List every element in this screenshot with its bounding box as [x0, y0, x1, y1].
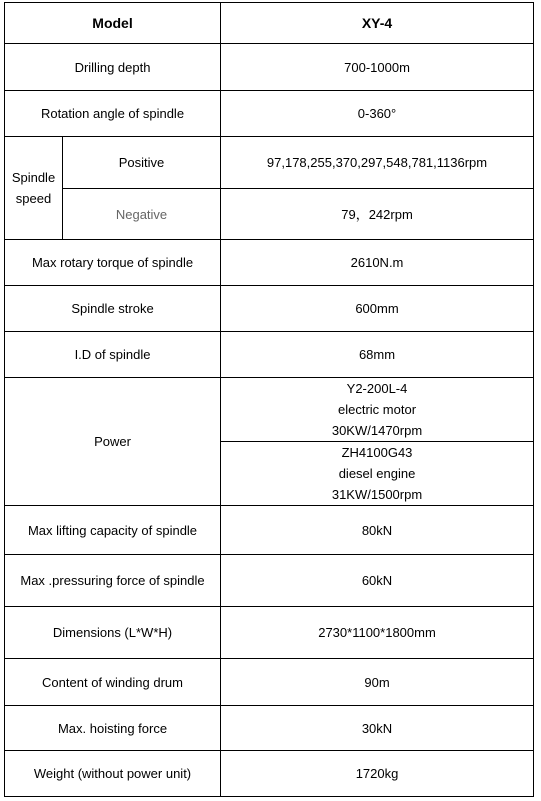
table-row: [5, 189, 534, 240]
table-row: [5, 706, 534, 751]
hoisting-force-value: 30kN: [221, 706, 534, 751]
power-electric-line2: electric motor: [338, 402, 417, 417]
table-row: [5, 659, 534, 706]
power-diesel-line1: ZH4100G43: [341, 445, 413, 460]
header-row: [5, 3, 534, 44]
weight-label: Weight (without power unit): [5, 751, 221, 797]
id-of-spindle-label: I.D of spindle: [5, 332, 221, 378]
positive-speed-value: 97,178,255,370,297,548,781,1136rpm: [221, 137, 534, 189]
weight-value: 1720kg: [221, 751, 534, 797]
power-electric-line3: 30KW/1470rpm: [331, 423, 423, 438]
max-lifting-capacity-label: Max lifting capacity of spindle: [5, 506, 221, 555]
id-of-spindle-value: 68mm: [221, 332, 534, 378]
spindle-stroke-label: Spindle stroke: [5, 286, 221, 332]
power-label: Power: [5, 378, 221, 506]
rotation-angle-label: Rotation angle of spindle: [5, 91, 221, 137]
header-model-label: Model: [5, 3, 221, 44]
power-diesel-value: [221, 442, 534, 506]
drilling-depth-label: Drilling depth: [5, 44, 221, 91]
table-row: [5, 751, 534, 797]
max-pressuring-force-label: Max .pressuring force of spindle: [5, 555, 221, 607]
header-model-value: XY-4: [221, 3, 534, 44]
dimensions-value: 2730*1100*1800mm: [221, 607, 534, 659]
table-row: [5, 378, 534, 442]
table-row: [5, 44, 534, 91]
winding-drum-label: Content of winding drum: [5, 659, 221, 706]
drilling-depth-value: 700-1000m: [221, 44, 534, 91]
spindle-stroke-value: 600mm: [221, 286, 534, 332]
spindle-speed-label-line2: speed: [15, 191, 52, 206]
max-lifting-capacity-value: 80kN: [221, 506, 534, 555]
table-row: [5, 555, 534, 607]
negative-speed-label: Negative: [63, 189, 221, 240]
specification-table: [4, 2, 534, 797]
dimensions-label: Dimensions (L*W*H): [5, 607, 221, 659]
table-row: [5, 91, 534, 137]
table-row: [5, 137, 534, 189]
winding-drum-value: 90m: [221, 659, 534, 706]
table-row: [5, 607, 534, 659]
hoisting-force-label: Max. hoisting force: [5, 706, 221, 751]
max-rotary-torque-label: Max rotary torque of spindle: [5, 240, 221, 286]
table-row: [5, 506, 534, 555]
max-pressuring-force-value: 60kN: [221, 555, 534, 607]
power-electric-line1: Y2-200L-4: [346, 381, 408, 396]
power-electric-value: [221, 378, 534, 442]
max-rotary-torque-value: 2610N.m: [221, 240, 534, 286]
spindle-speed-label: [5, 137, 63, 240]
positive-speed-label: Positive: [63, 137, 221, 189]
table-row: [5, 240, 534, 286]
power-diesel-line3: 31KW/1500rpm: [331, 487, 423, 502]
table-row: [5, 332, 534, 378]
table-row: [5, 286, 534, 332]
spindle-speed-label-line1: Spindle: [11, 170, 56, 185]
rotation-angle-value: 0-360°: [221, 91, 534, 137]
power-diesel-line2: diesel engine: [338, 466, 416, 481]
negative-speed-value: 79，242rpm: [221, 189, 534, 240]
